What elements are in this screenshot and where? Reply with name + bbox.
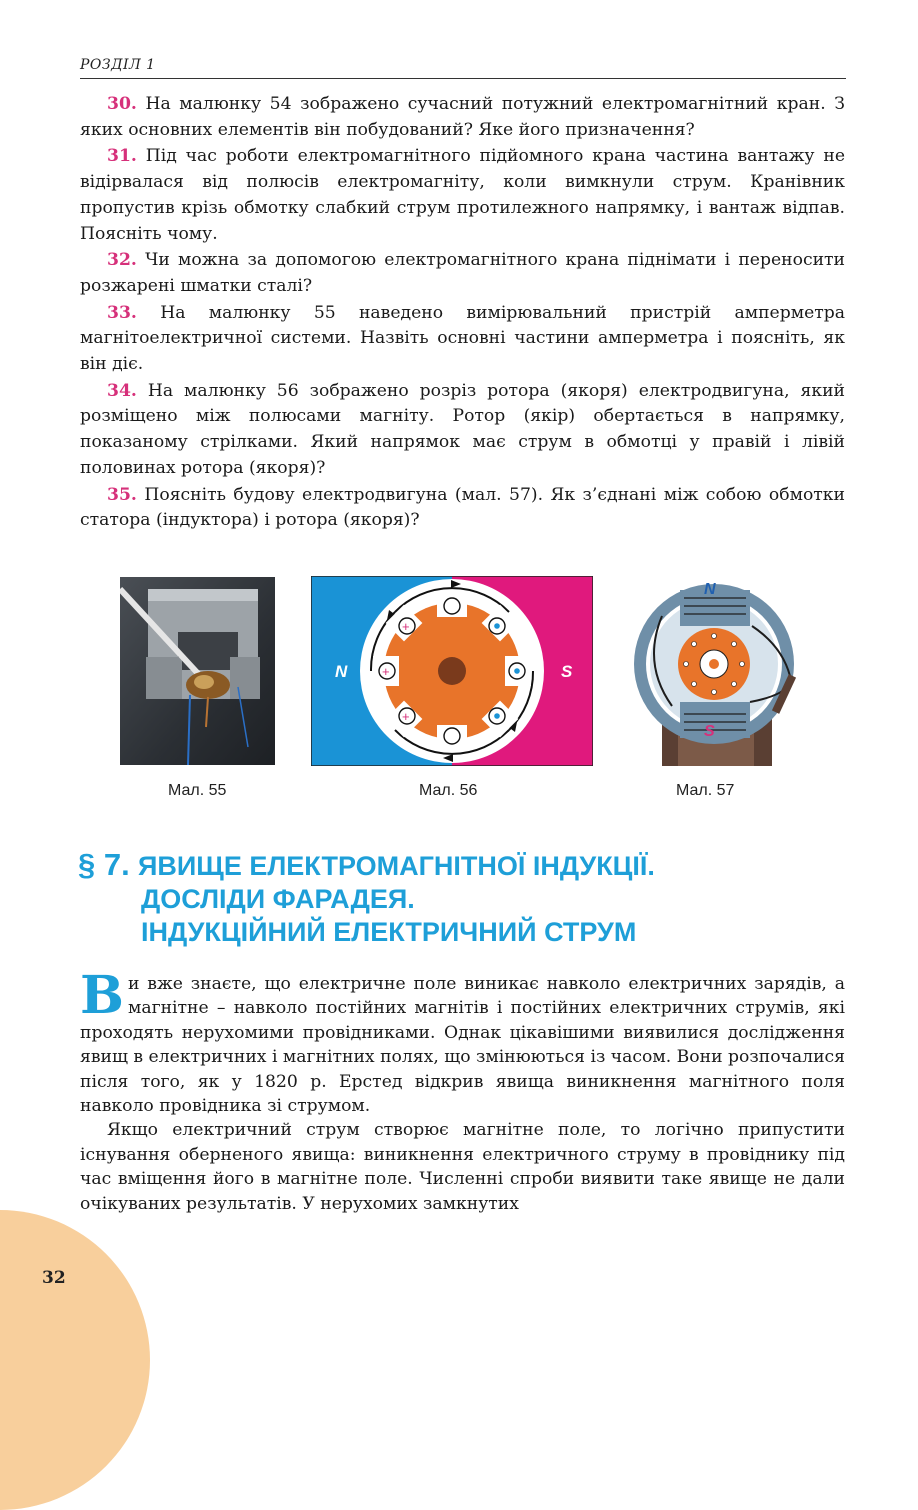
- body-text: [80, 965, 846, 1216]
- pole-label-s: S: [704, 723, 715, 740]
- figure-57-caption: Мал. 57: [676, 782, 735, 799]
- question-item: [80, 248, 845, 299]
- questions-list: [80, 92, 845, 535]
- question-number: 34.: [107, 380, 137, 401]
- body-paragraph: Якщо електричний струм створює магнітне поле, то логічно припустити існування оберненого явища: виникнення електричного струму в провіднику під час вміщення його в магнітне поле. Численні спроби виявити таке явище не дали очікуваних результатів. У нерухомих замкнутих: [80, 1120, 845, 1214]
- question-text: На малюнку 54 зображено сучасний потужний електромагнітний кран. З яких основних елементів він побудований? Яке його призначення?: [80, 94, 845, 140]
- question-text: На малюнку 55 наведено вимірювальний пристрій амперметра магнітоелектричної системи. Назвіть основні частини амперметра і поясніть, як він діє.: [80, 302, 845, 375]
- question-number: 30.: [107, 94, 137, 114]
- drop-cap: В: [80, 965, 124, 1026]
- question-item: [80, 144, 845, 247]
- page-number: 32: [42, 1268, 66, 1288]
- question-number: 35.: [107, 484, 137, 505]
- header-rule: [80, 78, 846, 79]
- question-item: [80, 483, 845, 534]
- body-paragraph: [80, 965, 846, 1118]
- current-plus-mark: +: [402, 619, 410, 634]
- question-text: Чи можна за допомогою електромагнітного крана піднімати і переносити розжарені шматки сталі?: [80, 250, 846, 296]
- section-title-line: ІНДУКЦІЙНИЙ ЕЛЕКТРИЧНИЙ СТРУМ: [141, 917, 637, 947]
- running-head: РОЗДІЛ 1: [80, 57, 156, 73]
- question-text: Поясніть будову електродвигуна (мал. 57). Як з’єднані між собою обмотки статора (індуктора) і ротора (якоря)?: [80, 484, 846, 531]
- figure-55-caption: Мал. 55: [168, 782, 227, 799]
- section-title: [78, 848, 858, 949]
- section-title-line: ДОСЛІДИ ФАРАДЕЯ.: [141, 884, 415, 914]
- question-item: [80, 379, 845, 482]
- pole-label-n: N: [335, 662, 348, 681]
- figure-57-motor-diagram: [632, 576, 802, 766]
- page-corner-decoration: [0, 1210, 150, 1510]
- section-symbol: § 7.: [78, 847, 130, 882]
- question-item: [80, 92, 845, 143]
- question-number: 32.: [107, 250, 137, 271]
- figure-56-caption: Мал. 56: [419, 782, 478, 799]
- question-number: 31.: [107, 146, 137, 167]
- question-item: [80, 301, 845, 378]
- figure-56-rotor-diagram: [311, 576, 593, 766]
- question-text: На малюнку 56 зображено розріз ротора (якоря) електродвигуна, який розміщено між полюсами магніту. Ротор (якір) обертається в напрямку, показаному стрілками. Який напрямок має струм в обмотці у правій і лівій половинах ротора (якоря)?: [80, 380, 846, 478]
- pole-label-s: S: [561, 662, 573, 681]
- paragraph-text: и вже знаєте, що електричне поле виникає навколо електричних зарядів, а магнітне – навколо постійних магнітів і постійних електричних струмів, які проходять нерухомими провідниками. Однак цікавішими виявилися дослідження явищ в електричних і магнітних полях, що змінюються із часом. Вони розпочалися після того, як у 1820 р. Ерстед відкрив явища виникнення магнітного поля навколо провідника зі струмом.: [80, 974, 846, 1117]
- question-text: Під час роботи електромагнітного підйомного крана частина вантажу не відірвалася від полюсів електромагніту, коли вимкнули струм. Кранівник пропустив крізь обмотку слабкий струм протилежного напрямку, і вантаж відпав. Поясніть чому.: [80, 146, 845, 244]
- figure-55-ammeter-photo: [120, 577, 275, 765]
- section-title-line: [78, 848, 858, 883]
- pole-label-n: N: [704, 581, 716, 598]
- question-number: 33.: [107, 302, 137, 323]
- section-title-text: ЯВИЩЕ ЕЛЕКТРОМАГНІТНОЇ ІНДУКЦІЇ.: [138, 851, 655, 881]
- current-plus-mark: +: [382, 664, 390, 679]
- current-plus-mark: +: [402, 709, 410, 724]
